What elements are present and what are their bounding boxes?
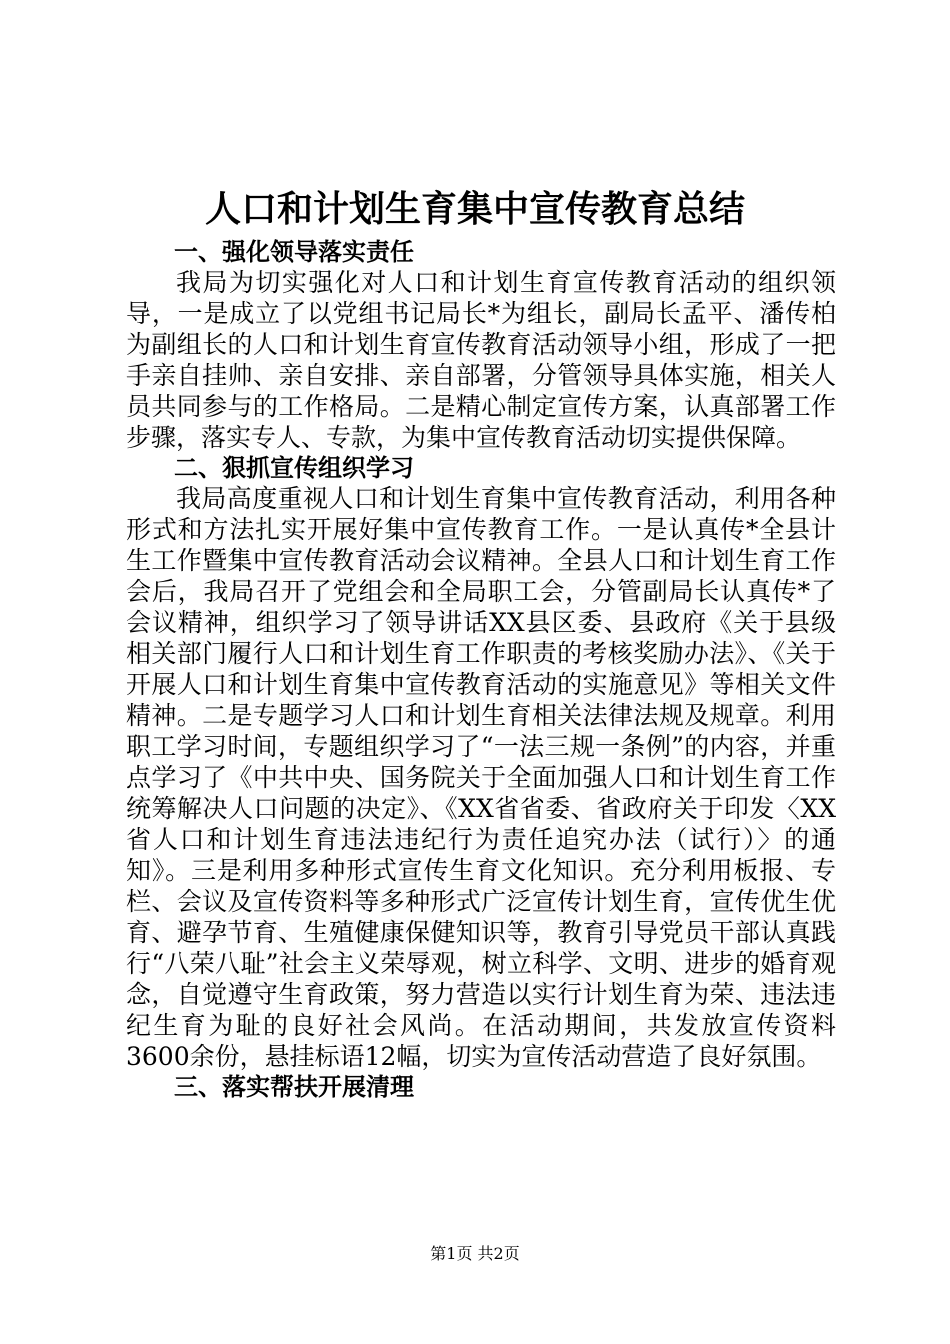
section-paragraph-1: 我局为切实强化对人口和计划生育宣传教育活动的组织领导，一是成立了以党组书记局长*为组长，副局长孟平、潘传柏为副组长的人口和计划生育宣传教育活动领导小组，形成了一把手亲自挂帅、亲自安排、亲自部署，分管领导具体实施，相关人员共同参与的工作格局。二是精心制定宣传方案，认真部署工作步骤，落实专人、专款，为集中宣传教育活动切实提供保障。 [126, 268, 836, 452]
document-body [126, 237, 836, 1102]
section-heading-3: 三、落实帮扶开展清理 [174, 1073, 414, 1101]
section-paragraph-2: 我局高度重视人口和计划生育集中宣传教育活动，利用各种形式和方法扎实开展好集中宣传教育工作。一是认真传*全县计生工作暨集中宣传教育活动会议精神。全县人口和计划生育工作会后，我局召开了党组会和全局职工会，分管副局长认真传*了会议精神，组织学习了领导讲话XX县区委、县政府《关于县级相关部门履行人口和计划生育工作职责的考核奖励办法》、《关于开展人口和计划生育集中宣传教育活动的实施意见》等相关文件精神。二是专题学习人口和计划生育相关法律法规及规章。利用职工学习时间，专题组织学习了“一法三规一条例”的内容，并重点学习了《中共中央、国务院关于全面加强人口和计划生育工作统筹解决人口问题的决定》、《XX省省委、省政府关于印发〈XX省人口和计划生育违法违纪行为责任追究办法（试行）〉的通知》。三是利用多种形式宣传生育文化知识。充分利用板报、专栏、会议及宣传资料等多种形式广泛宣传计划生育，宣传优生优育、避孕节育、生殖健康保健知识等，教育引导党员干部认真践行“八荣八耻”社会主义荣辱观，树立科学、文明、进步的婚育观念，自觉遵守生育政策，努力营造以实行计划生育为荣、违法违纪生育为耻的良好社会风尚。在活动期间，共发放宣传资料3600余份，悬挂标语12幅，切实为宣传活动营造了良好氛围。 [126, 484, 836, 1071]
page-footer: 第1页 共2页 [430, 1244, 520, 1263]
document-title: 人口和计划生育集中宣传教育总结 [204, 189, 745, 230]
section-heading-2: 二、狠抓宣传组织学习 [174, 454, 414, 482]
section-heading-1: 一、强化领导落实责任 [174, 238, 414, 266]
